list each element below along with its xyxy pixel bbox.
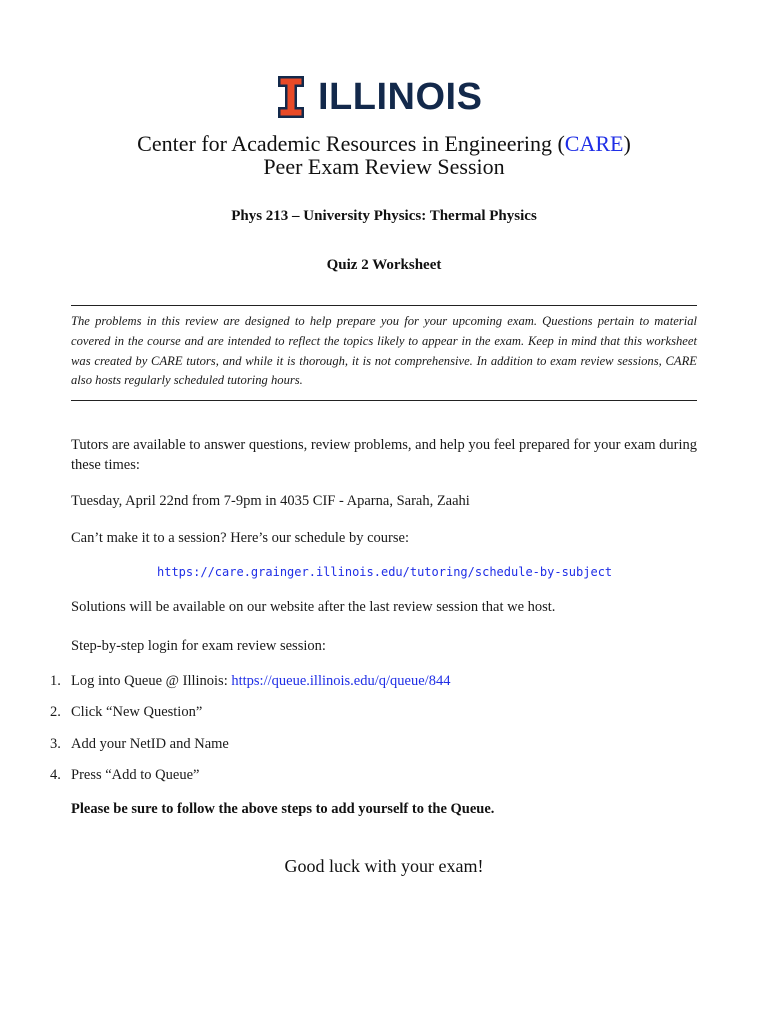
logo-wordmark: ILLINOIS	[318, 76, 483, 118]
list-item	[50, 765, 700, 785]
step-number: 4.	[50, 767, 61, 783]
closing-message: Good luck with your exam!	[284, 856, 484, 876]
queue-link[interactable]: https://queue.illinois.edu/q/queue/844	[231, 673, 451, 689]
worksheet-title: Quiz 2 Worksheet	[326, 257, 442, 273]
step-text: Add your NetID and Name	[71, 736, 229, 752]
list-item	[50, 734, 700, 754]
session-time: Tuesday, April 22nd from 7-9pm in 4035 CIF - Aparna, Sarah, Zaahi	[71, 493, 470, 509]
illinois-logo	[278, 76, 482, 118]
schedule-link[interactable]: https://care.grainger.illinois.edu/tutoring/schedule-by-subject	[157, 565, 613, 579]
title-suffix: )	[623, 131, 631, 156]
intro-disclaimer: The problems in this review are designed to help prepare you for your upcoming exam. Questions pertain to material covered in the course and are intended to reflect the topics likely to appear in the exam. Keep in mind that this worksheet was created by CARE tutors, and while it is thorough, it is not comprehensive. In addition to exam review sessions, CARE also hosts regularly scheduled tutoring hours.	[71, 314, 697, 388]
page-title-line2: Peer Exam Review Session	[263, 154, 505, 179]
queue-reminder: Please be sure to follow the above steps to add yourself to the Queue.	[71, 801, 495, 817]
login-heading: Step-by-step login for exam review session:	[71, 638, 326, 654]
tutors-paragraph: Tutors are available to answer questions, review problems, and help you feel prepared for your exam during these times:	[71, 437, 697, 473]
care-link[interactable]: CARE	[564, 131, 624, 156]
bottom-divider	[71, 400, 697, 401]
list-item	[50, 671, 700, 691]
course-title: Phys 213 – University Physics: Thermal Physics	[231, 208, 537, 224]
step-text: Press “Add to Queue”	[71, 767, 200, 783]
title-prefix: Center for Academic Resources in Engineering (	[137, 131, 565, 156]
top-divider	[71, 305, 697, 306]
list-item	[50, 702, 700, 722]
step-number: 3.	[50, 736, 61, 752]
schedule-prompt: Can’t make it to a session? Here’s our schedule by course:	[71, 530, 409, 546]
step-number: 1.	[50, 673, 61, 689]
step-text: Click “New Question”	[71, 704, 203, 720]
step-number: 2.	[50, 704, 61, 720]
solutions-paragraph: Solutions will be available on our website after the last review session that we host.	[71, 599, 556, 615]
step-text: Log into Queue @ Illinois:	[71, 673, 232, 689]
block-i-icon	[278, 76, 304, 118]
